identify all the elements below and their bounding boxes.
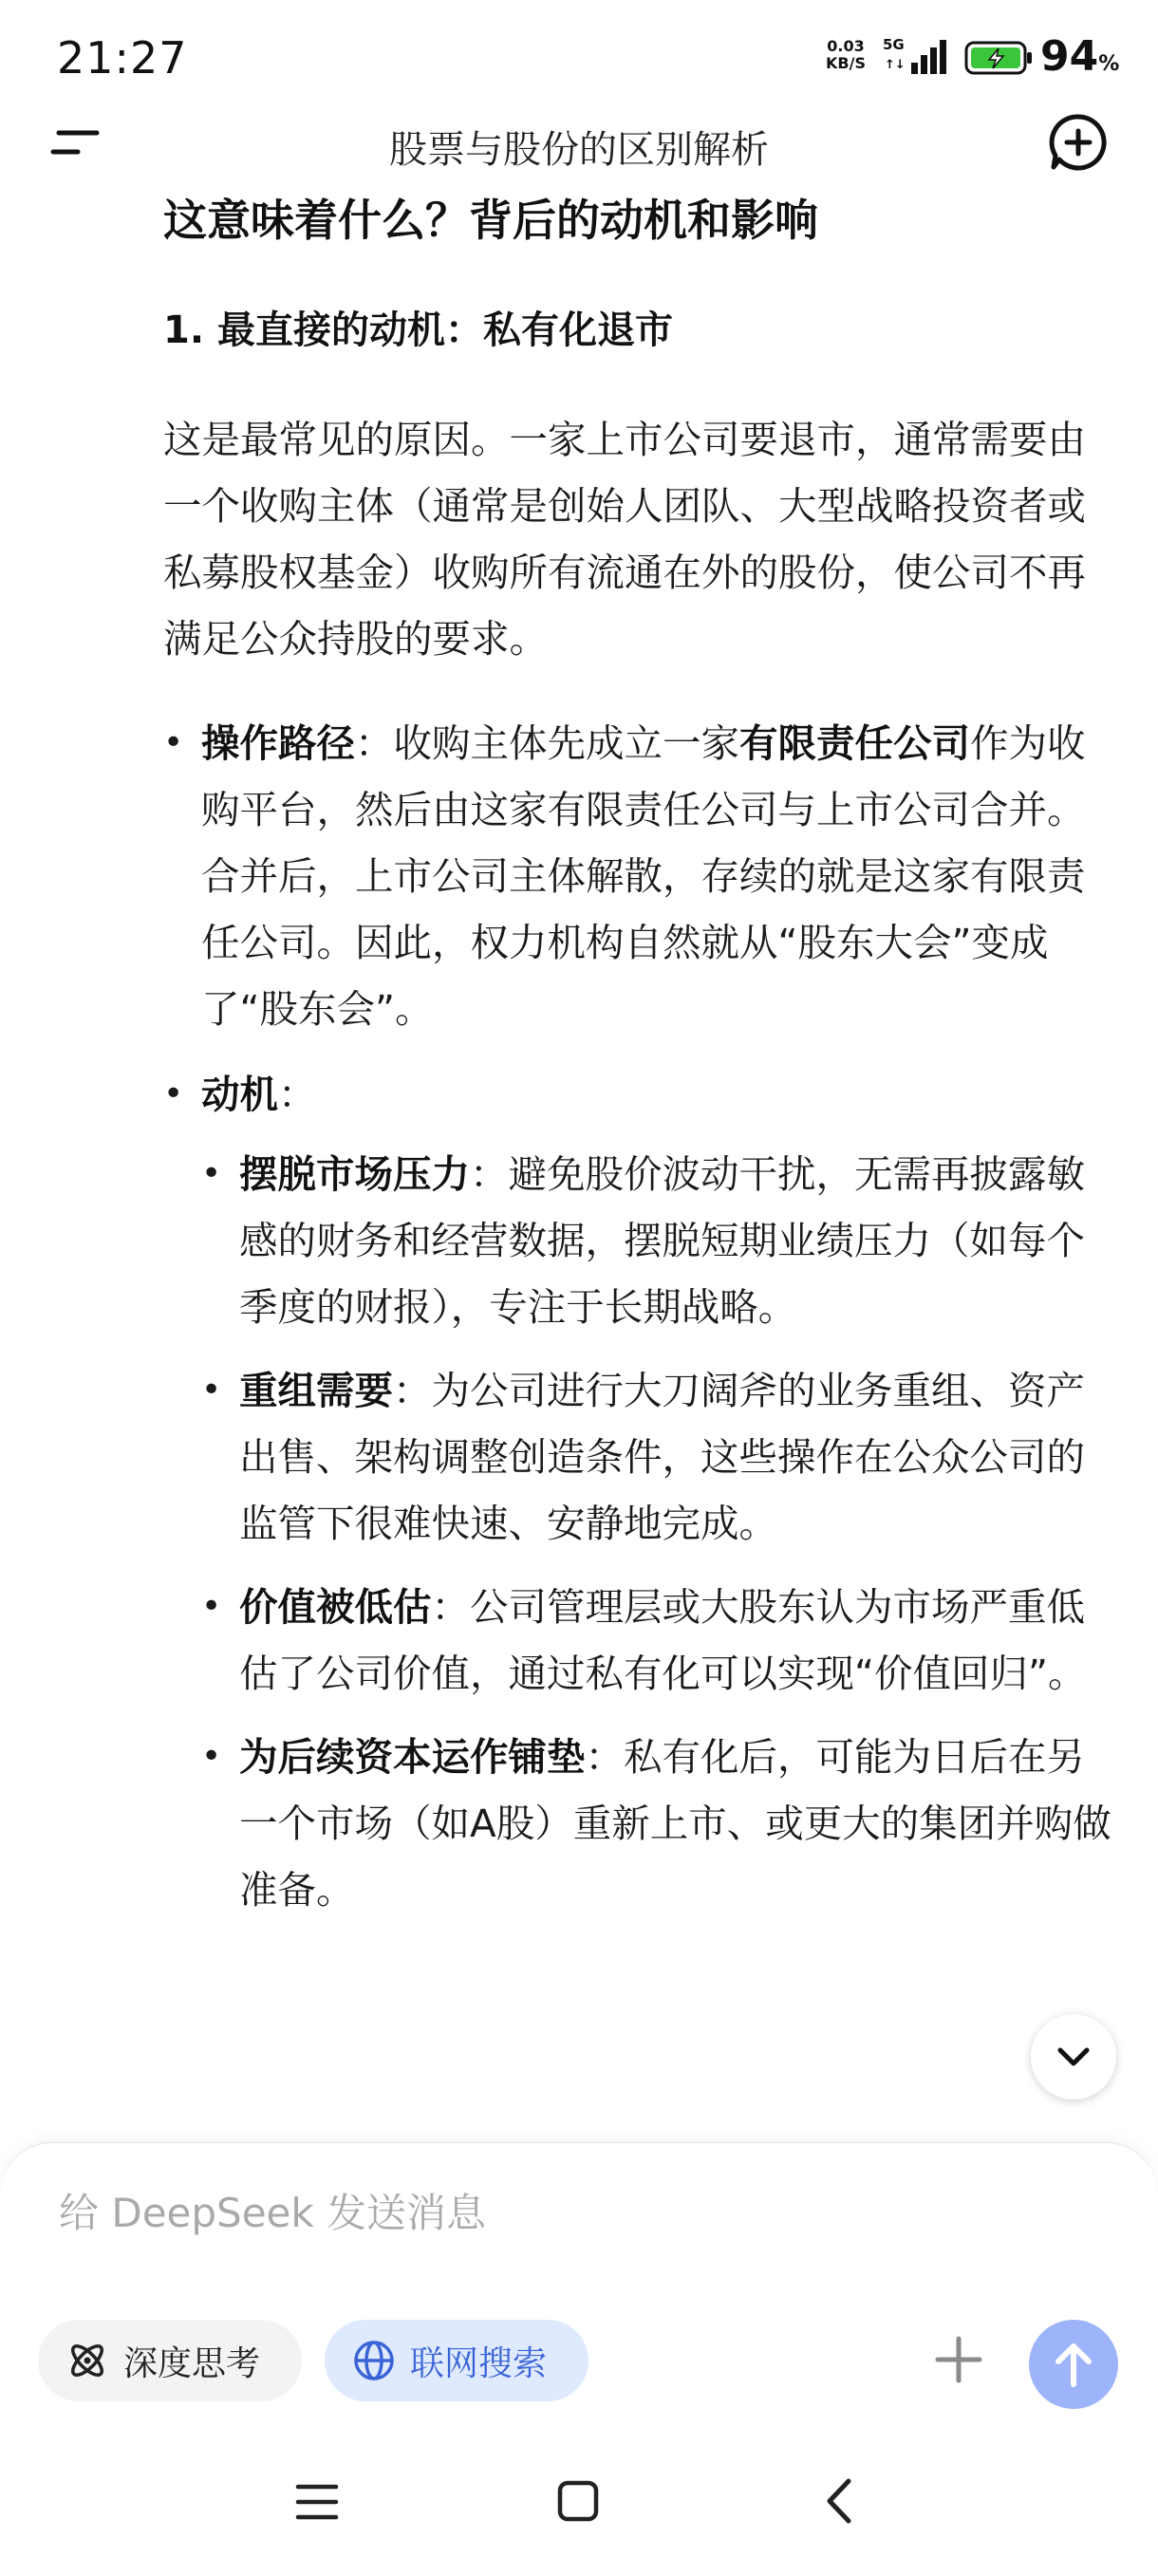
path-pre: 收购主体先成立一家 <box>393 720 739 766</box>
motive-item-label: 价值被低估 <box>239 1584 432 1630</box>
motive-item-sep: ： <box>585 1734 624 1780</box>
deep-think-label: 深度思考 <box>123 2343 261 2383</box>
net-speed-unit: KB/S <box>826 54 866 72</box>
list-item-motive <box>163 1061 1112 1923</box>
attach-plus-icon[interactable] <box>932 2333 985 2386</box>
send-button[interactable] <box>1029 2320 1118 2409</box>
recents-icon[interactable] <box>294 2481 340 2527</box>
deep-think-toggle[interactable] <box>38 2320 302 2401</box>
status-bar <box>0 0 1158 114</box>
motive-item-label: 重组需要 <box>239 1368 393 1413</box>
scroll-to-bottom-button[interactable] <box>1031 2014 1116 2100</box>
motive-item-label: 摆脱市场压力 <box>239 1151 470 1197</box>
status-time: 21:27 <box>57 32 188 84</box>
new-chat-icon[interactable] <box>1048 112 1109 173</box>
signal-icon <box>883 36 953 78</box>
net-speed-value: 0.03 <box>827 37 865 55</box>
net-speed <box>826 38 866 72</box>
bullet-list <box>163 710 1112 1923</box>
list-item <box>201 1574 1112 1707</box>
motive-sublist <box>201 1141 1112 1923</box>
motive-item-label: 为后续资本运作铺垫 <box>239 1734 586 1780</box>
system-nav-bar <box>0 2449 1158 2553</box>
motive-item-sep: ： <box>393 1368 432 1413</box>
motive-item-sep: ： <box>470 1151 509 1197</box>
globe-icon <box>351 2338 397 2383</box>
motive-item-text: 避免股价波动干扰，无需再披露敏感的财务和经营数据，摆脱短期业绩压力（如每个季度的财报），专注于长期战略。 <box>239 1151 1085 1330</box>
message-input[interactable] <box>57 2183 1105 2242</box>
atom-icon <box>65 2338 110 2383</box>
battery-percent <box>1040 32 1119 81</box>
motive-item-text: 为公司进行大刀阔斧的业务重组、资产出售、架构调整创造条件，这些操作在公众公司的监管下很难快速、安静地完成。 <box>239 1368 1085 1546</box>
list-item <box>201 1357 1112 1557</box>
section-heading: 这意味着什么？背后的动机和影响 <box>163 195 818 246</box>
svg-text:↑↓: ↑↓ <box>885 58 906 72</box>
list-item <box>201 1724 1112 1923</box>
path-strong: 有限责任公司 <box>739 720 970 766</box>
motive-item-sep: ： <box>431 1584 470 1630</box>
battery-icon <box>964 40 1035 76</box>
battery-percent-value: 94 <box>1040 32 1099 81</box>
intro-paragraph: 这是最常见的原因。一家上市公司要退市，通常需要由一个收购主体（通常是创始人团队、大型战略投资者或私募股权基金）收购所有流通在外的股份，使公司不再满足公众持股的要求。 <box>163 417 1086 662</box>
web-search-label: 联网搜索 <box>410 2343 548 2383</box>
chevron-down-icon <box>1055 2041 1093 2073</box>
arrow-up-icon <box>1051 2339 1096 2390</box>
web-search-toggle[interactable] <box>325 2320 588 2401</box>
app-header <box>0 106 1158 177</box>
network-type: 5G <box>883 36 905 53</box>
battery-percent-sign: % <box>1098 52 1120 76</box>
path-sep: ： <box>355 720 394 766</box>
list-item <box>201 1141 1112 1340</box>
motive-label: 动机 <box>201 1072 278 1117</box>
list-item-path <box>163 710 1112 1042</box>
motive-sep: ： <box>278 1072 317 1117</box>
path-label: 操作路径 <box>201 720 355 766</box>
subsection-heading: 1. 最直接的动机：私有化退市 <box>163 308 673 352</box>
home-icon[interactable] <box>556 2479 600 2527</box>
page-title: 股票与股份的区别解析 <box>389 128 769 172</box>
path-post: 作为收购平台，然后由这家有限责任公司与上市公司合并。合并后，上市公司主体解散，存续的就是这家有限责任公司。因此，权力机构自然就从“股东大会”变成了“股东会”。 <box>201 720 1086 1032</box>
back-icon[interactable] <box>822 2477 854 2529</box>
motive-item-text: 公司管理层或大股东认为市场严重低估了公司价值，通过私有化可以实现“价值回归”。 <box>239 1584 1087 1696</box>
message-content <box>163 180 1112 1942</box>
motive-item-text: 私有化后，可能为日后在另一个市场（如A股）重新上市、或更大的集团并购做准备。 <box>239 1734 1111 1913</box>
